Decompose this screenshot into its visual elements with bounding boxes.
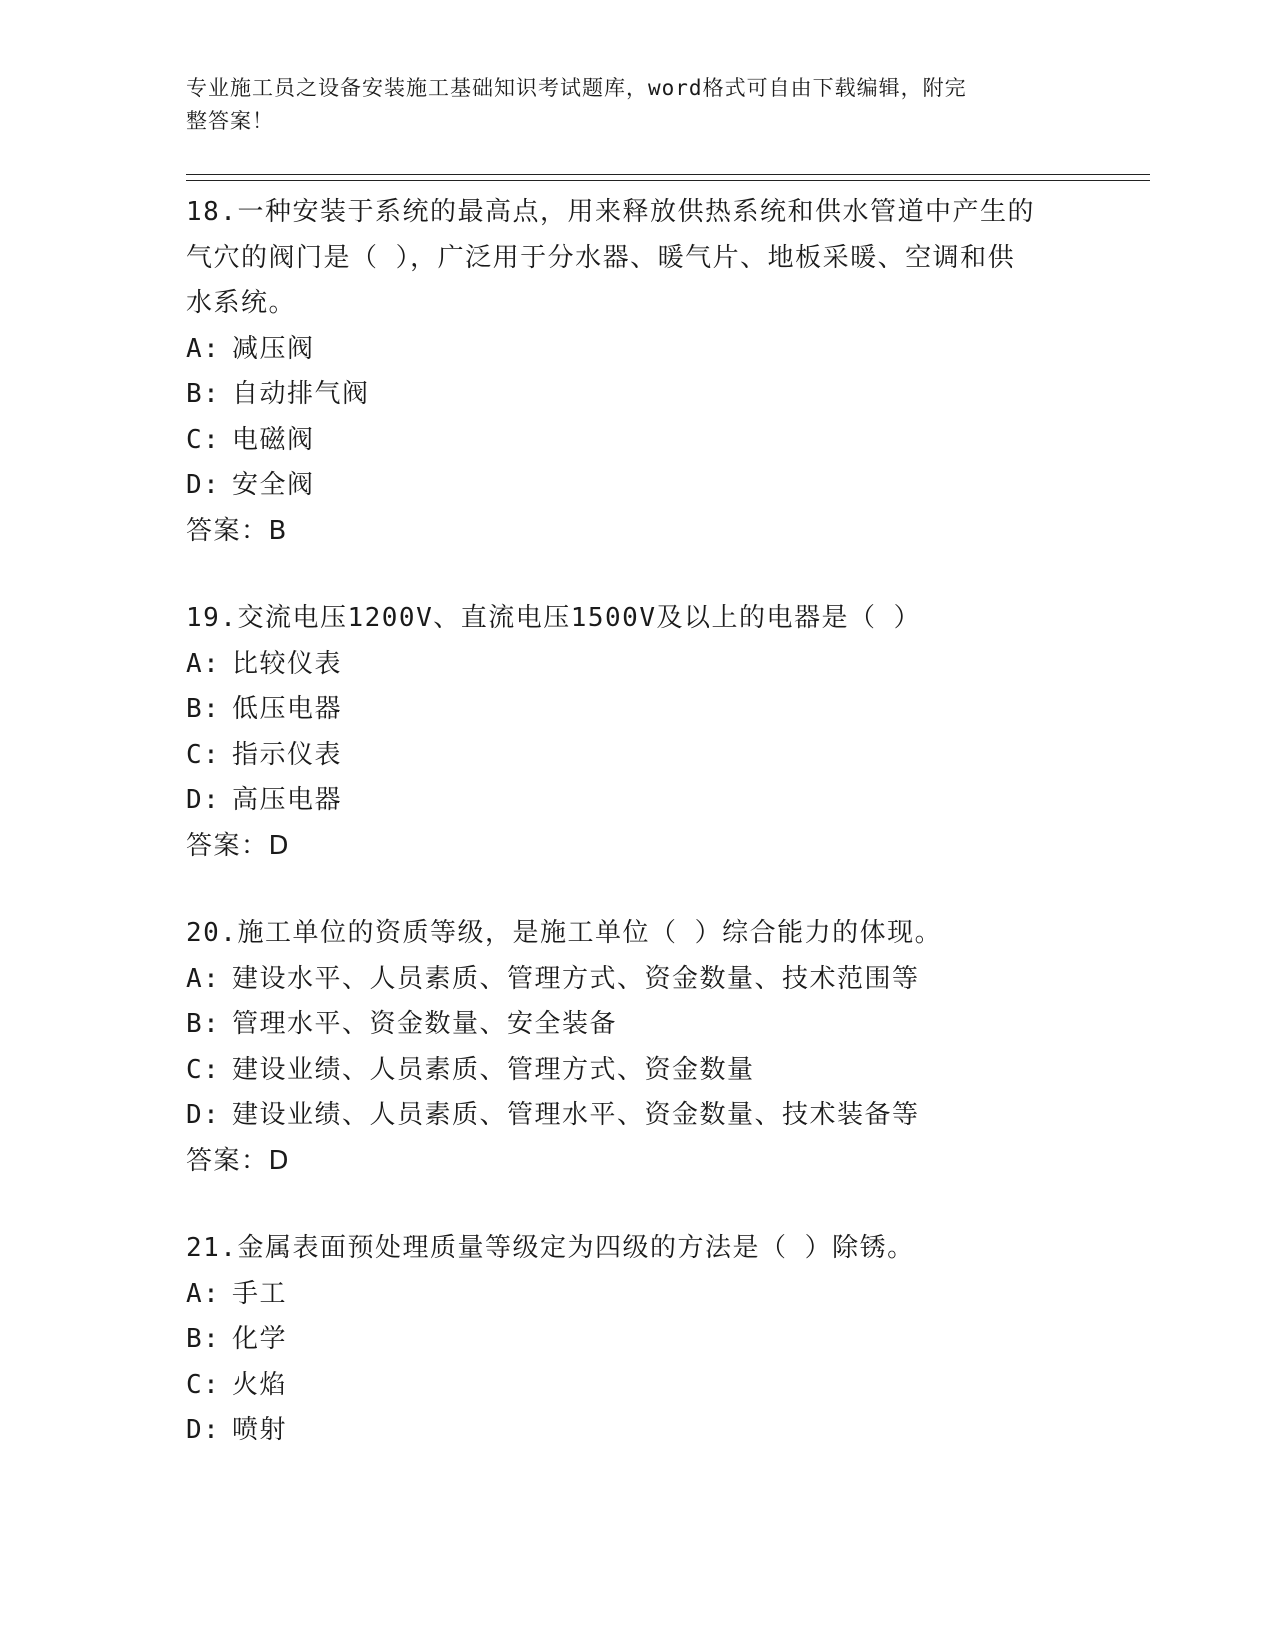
document-header bbox=[186, 72, 1066, 138]
option-text: 手工 bbox=[232, 1278, 288, 1309]
question-18 bbox=[186, 190, 1086, 554]
option-label: C: bbox=[186, 1054, 221, 1085]
option-label: D: bbox=[186, 470, 221, 500]
option-b bbox=[186, 372, 1086, 418]
option-b bbox=[186, 1002, 1086, 1048]
option-text: 喷射 bbox=[232, 1415, 288, 1445]
question-stem bbox=[186, 190, 1086, 327]
option-a bbox=[186, 957, 1086, 1003]
option-text: 减压阀 bbox=[232, 333, 315, 364]
option-text: 自动排气阀 bbox=[232, 379, 370, 409]
option-text: 电磁阀 bbox=[232, 424, 315, 455]
option-text: 火焰 bbox=[232, 1369, 288, 1400]
question-21 bbox=[186, 1226, 1086, 1454]
question-stem bbox=[186, 1226, 1086, 1272]
question-list bbox=[186, 190, 1086, 1454]
stem-line: 19.交流电压1200V、直流电压1500V及以上的电器是（ ） bbox=[186, 603, 922, 633]
option-label: C: bbox=[186, 1369, 221, 1400]
option-c bbox=[186, 1048, 1086, 1094]
option-c bbox=[186, 733, 1086, 779]
option-c bbox=[186, 1363, 1086, 1409]
question-spacer bbox=[186, 554, 1086, 596]
header-divider-top bbox=[186, 174, 1150, 175]
question-stem bbox=[186, 596, 1086, 642]
option-label: A: bbox=[186, 333, 221, 364]
header-line-2: 整答案！ bbox=[186, 109, 274, 133]
stem-line: 21.金属表面预处理质量等级定为四级的方法是（ ）除锈。 bbox=[186, 1233, 915, 1263]
option-label: A: bbox=[186, 648, 221, 679]
option-text: 化学 bbox=[232, 1324, 288, 1354]
question-stem bbox=[186, 911, 1086, 957]
option-label: D: bbox=[186, 1100, 221, 1130]
option-label: B: bbox=[186, 379, 221, 409]
option-text: 高压电器 bbox=[232, 785, 343, 815]
stem-line: 气穴的阀门是（ ），广泛用于分水器、暖气片、地板采暖、空调和供 bbox=[186, 242, 1016, 273]
option-d bbox=[186, 1408, 1086, 1454]
option-c bbox=[186, 418, 1086, 464]
header-divider-bottom bbox=[186, 180, 1150, 181]
question-spacer bbox=[186, 1184, 1086, 1226]
option-d bbox=[186, 463, 1086, 509]
answer-line: 答案：D bbox=[186, 1145, 291, 1176]
option-a bbox=[186, 327, 1086, 373]
option-text: 低压电器 bbox=[232, 694, 343, 724]
option-d bbox=[186, 1093, 1086, 1139]
option-a bbox=[186, 1272, 1086, 1318]
option-text: 建设业绩、人员素质、管理水平、资金数量、技术装备等 bbox=[232, 1100, 920, 1130]
option-label: B: bbox=[186, 1009, 221, 1039]
option-text: 安全阀 bbox=[232, 470, 315, 500]
option-label: D: bbox=[186, 1415, 221, 1445]
option-label: A: bbox=[186, 963, 221, 994]
question-19 bbox=[186, 596, 1086, 869]
option-text: 建设水平、人员素质、管理方式、资金数量、技术范围等 bbox=[232, 963, 920, 994]
option-label: B: bbox=[186, 1324, 221, 1354]
option-b bbox=[186, 1317, 1086, 1363]
stem-line: 水系统。 bbox=[186, 288, 297, 318]
answer-line: 答案：D bbox=[186, 830, 291, 861]
option-text: 建设业绩、人员素质、管理方式、资金数量 bbox=[232, 1054, 755, 1085]
question-20 bbox=[186, 911, 1086, 1184]
stem-line: 18.一种安装于系统的最高点，用来释放供热系统和供水管道中产生的 bbox=[186, 197, 1035, 227]
option-label: B: bbox=[186, 694, 221, 724]
stem-line: 20.施工单位的资质等级，是施工单位（ ）综合能力的体现。 bbox=[186, 918, 943, 948]
option-d bbox=[186, 778, 1086, 824]
option-label: C: bbox=[186, 739, 221, 770]
question-spacer bbox=[186, 869, 1086, 911]
option-text: 比较仪表 bbox=[232, 648, 343, 679]
option-a bbox=[186, 642, 1086, 688]
option-text: 指示仪表 bbox=[232, 739, 343, 770]
option-label: D: bbox=[186, 785, 221, 815]
option-b bbox=[186, 687, 1086, 733]
option-label: A: bbox=[186, 1278, 221, 1309]
option-label: C: bbox=[186, 424, 221, 455]
header-line-1: 专业施工员之设备安装施工基础知识考试题库，word格式可自由下载编辑，附完 bbox=[186, 76, 967, 100]
option-text: 管理水平、资金数量、安全装备 bbox=[232, 1009, 618, 1039]
answer-line: 答案：B bbox=[186, 515, 288, 546]
